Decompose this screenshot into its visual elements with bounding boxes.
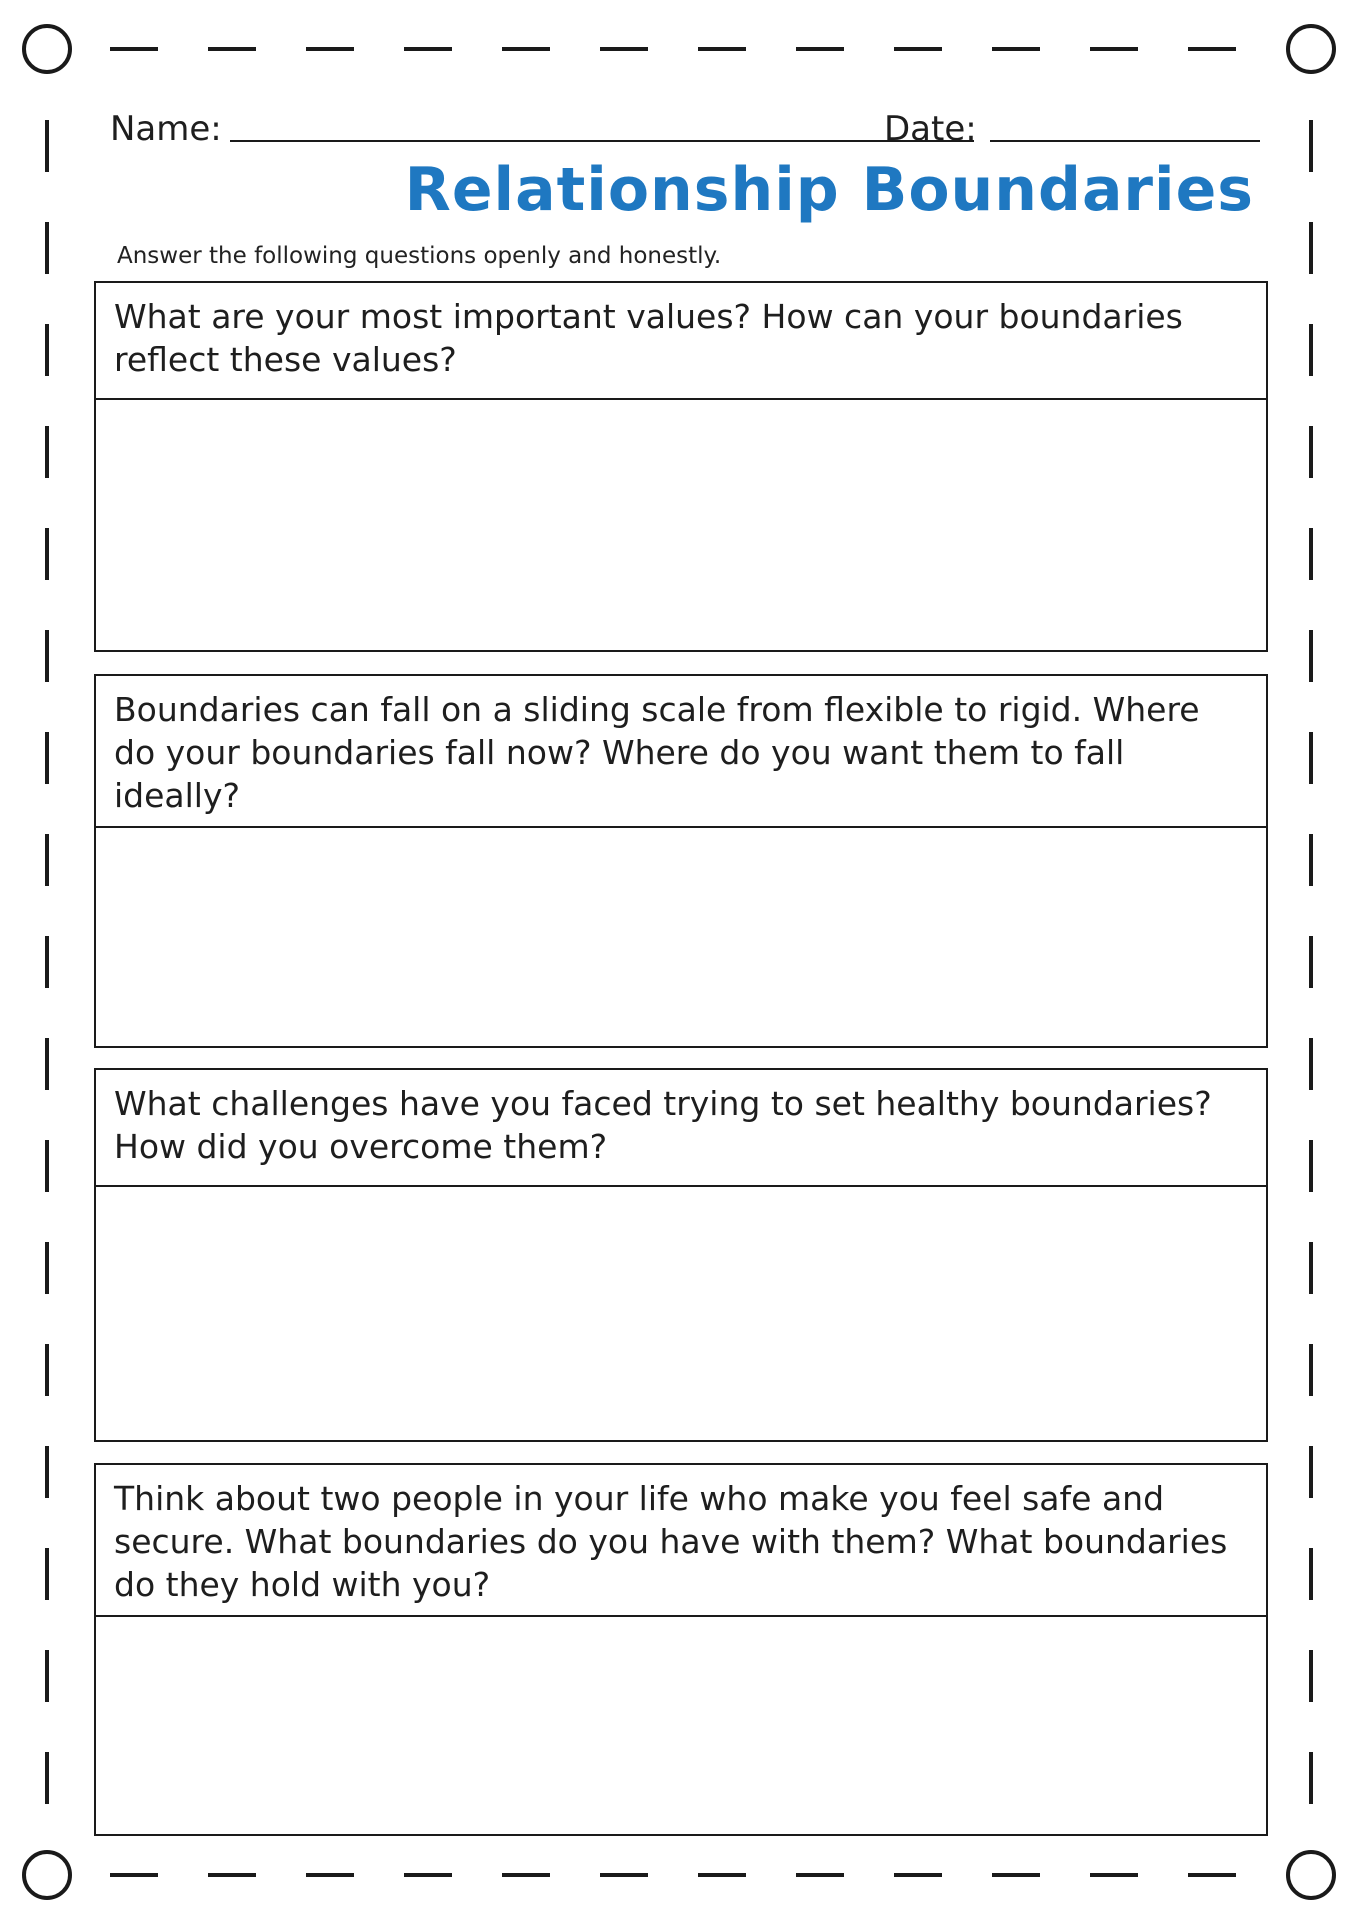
question-box-4 [94, 1463, 1268, 1836]
dashed-border-top [110, 47, 1250, 51]
name-label: Name: [110, 109, 222, 149]
dashed-border-left [45, 120, 49, 1810]
answer-area-2[interactable] [96, 828, 1266, 1046]
question-box-3 [94, 1068, 1268, 1442]
question-text-3: What challenges have you faced trying to set healthy boundaries? How did you overcome them? [96, 1070, 1266, 1187]
date-field[interactable] [990, 140, 1260, 142]
corner-circle-bottom-left [22, 1850, 72, 1900]
answer-area-3[interactable] [96, 1187, 1266, 1440]
question-text-1: What are your most important values? How can your boundaries reflect these values? [96, 283, 1266, 400]
answer-area-1[interactable] [96, 400, 1266, 650]
date-label: Date: [884, 109, 977, 149]
name-date-row [110, 106, 1260, 152]
question-text-4: Think about two people in your life who make you feel safe and secure. What boundaries do you have with them? What boundaries do they hold with you? [96, 1465, 1266, 1617]
question-text-2: Boundaries can fall on a sliding scale from flexible to rigid. Where do your boundaries fall now? Where do you want them to fall ideally? [96, 676, 1266, 828]
name-field[interactable] [230, 140, 974, 142]
question-box-1 [94, 281, 1268, 652]
instructions-text: Answer the following questions openly and honestly. [117, 243, 722, 269]
dashed-border-right [1309, 120, 1313, 1810]
page-title: Relationship Boundaries [404, 155, 1254, 225]
corner-circle-bottom-right [1286, 1850, 1336, 1900]
dashed-border-bottom [110, 1873, 1250, 1877]
question-box-2 [94, 674, 1268, 1048]
corner-circle-top-left [22, 24, 72, 74]
answer-area-4[interactable] [96, 1617, 1266, 1834]
corner-circle-top-right [1286, 24, 1336, 74]
